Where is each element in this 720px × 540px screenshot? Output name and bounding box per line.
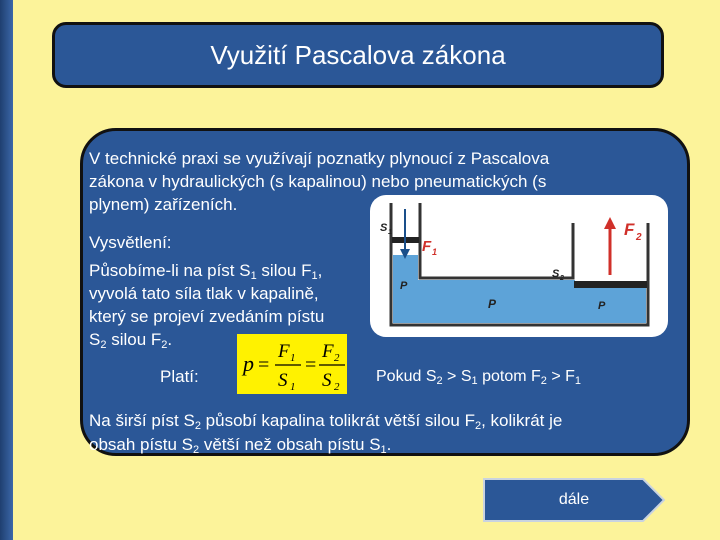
- large-piston: [574, 281, 647, 288]
- explanation-line-4: $S_2$ silou $F_2$.: [89, 330, 173, 351]
- formula-box: [237, 334, 347, 394]
- formula-f1-sub: 1: [290, 352, 296, 364]
- diagram-p-bottom: P: [488, 297, 497, 311]
- hydraulic-press-illustration: [370, 195, 668, 337]
- explanation-heading: Vysvětlení:: [89, 233, 172, 252]
- hydraulic-press-diagram: [370, 195, 668, 337]
- intro-line-1: V technické praxi se využívají poznatky plynoucí z Pascalova: [89, 149, 550, 168]
- formula-s1-sub: 1: [290, 381, 296, 393]
- formula-p: p: [243, 351, 254, 376]
- formula-f2: F: [322, 341, 334, 362]
- next-button-label: dále: [558, 491, 590, 508]
- explanation-line-1: Působíme-li na píst $S_1$ silou $F_1$,: [89, 261, 323, 282]
- conclusion-line-1: Na širší píst $S_2$ působí kapalina tolikrát větší silou $F_2$, kolikrát je: [89, 411, 563, 432]
- intro-line-3: plynem) zařízeních.: [89, 195, 238, 214]
- formula-eq-1: =: [258, 354, 270, 376]
- liquid: [393, 255, 646, 323]
- explanation-line-2: vyvolá tato síla tlak v kapalině,: [89, 284, 319, 303]
- formula-f2-sub: 2: [334, 352, 340, 364]
- formula-s2: S: [322, 370, 332, 391]
- formula-eq-2: =: [305, 354, 317, 376]
- diagram-s2-sub: 2: [560, 275, 564, 282]
- diagram-f2-sub: 2: [636, 232, 642, 243]
- diagram-p-right: P: [598, 300, 606, 312]
- formula-s2-sub: 2: [334, 381, 340, 393]
- pascal-formula: [237, 334, 347, 394]
- condition-text: Pokud $S_2 > S_1$ potom $F_2 > F_1$: [376, 368, 582, 387]
- explanation-line-3: který se projeví zvedáním pístu: [89, 307, 325, 326]
- diagram-f1: F: [422, 238, 432, 255]
- diagram-p-left: P: [400, 280, 408, 292]
- slide-title: [52, 22, 664, 88]
- diagram-s1: S: [380, 222, 388, 234]
- f2-arrowhead-icon: [604, 217, 616, 229]
- formula-label: Platí:: [160, 367, 199, 386]
- conclusion-line-2: obsah pístu $S_2$ větší než obsah pístu $S_1$.: [89, 435, 392, 456]
- left-accent-bar: [0, 0, 13, 540]
- diagram-f2: F: [624, 220, 635, 239]
- vessel-inner-wall: [420, 203, 573, 278]
- next-button[interactable]: [483, 478, 665, 522]
- intro-line-2: zákona v hydraulických (s kapalinou) nebo pneumatických (s: [89, 172, 547, 191]
- diagram-s2: S: [552, 268, 560, 280]
- slide-title-text: Využití Pascalova zákona: [210, 39, 506, 70]
- formula-f1: F: [278, 341, 290, 362]
- diagram-f1-sub: 1: [432, 247, 438, 257]
- formula-s1: S: [278, 370, 288, 391]
- diagram-s1-sub: 1: [388, 229, 392, 236]
